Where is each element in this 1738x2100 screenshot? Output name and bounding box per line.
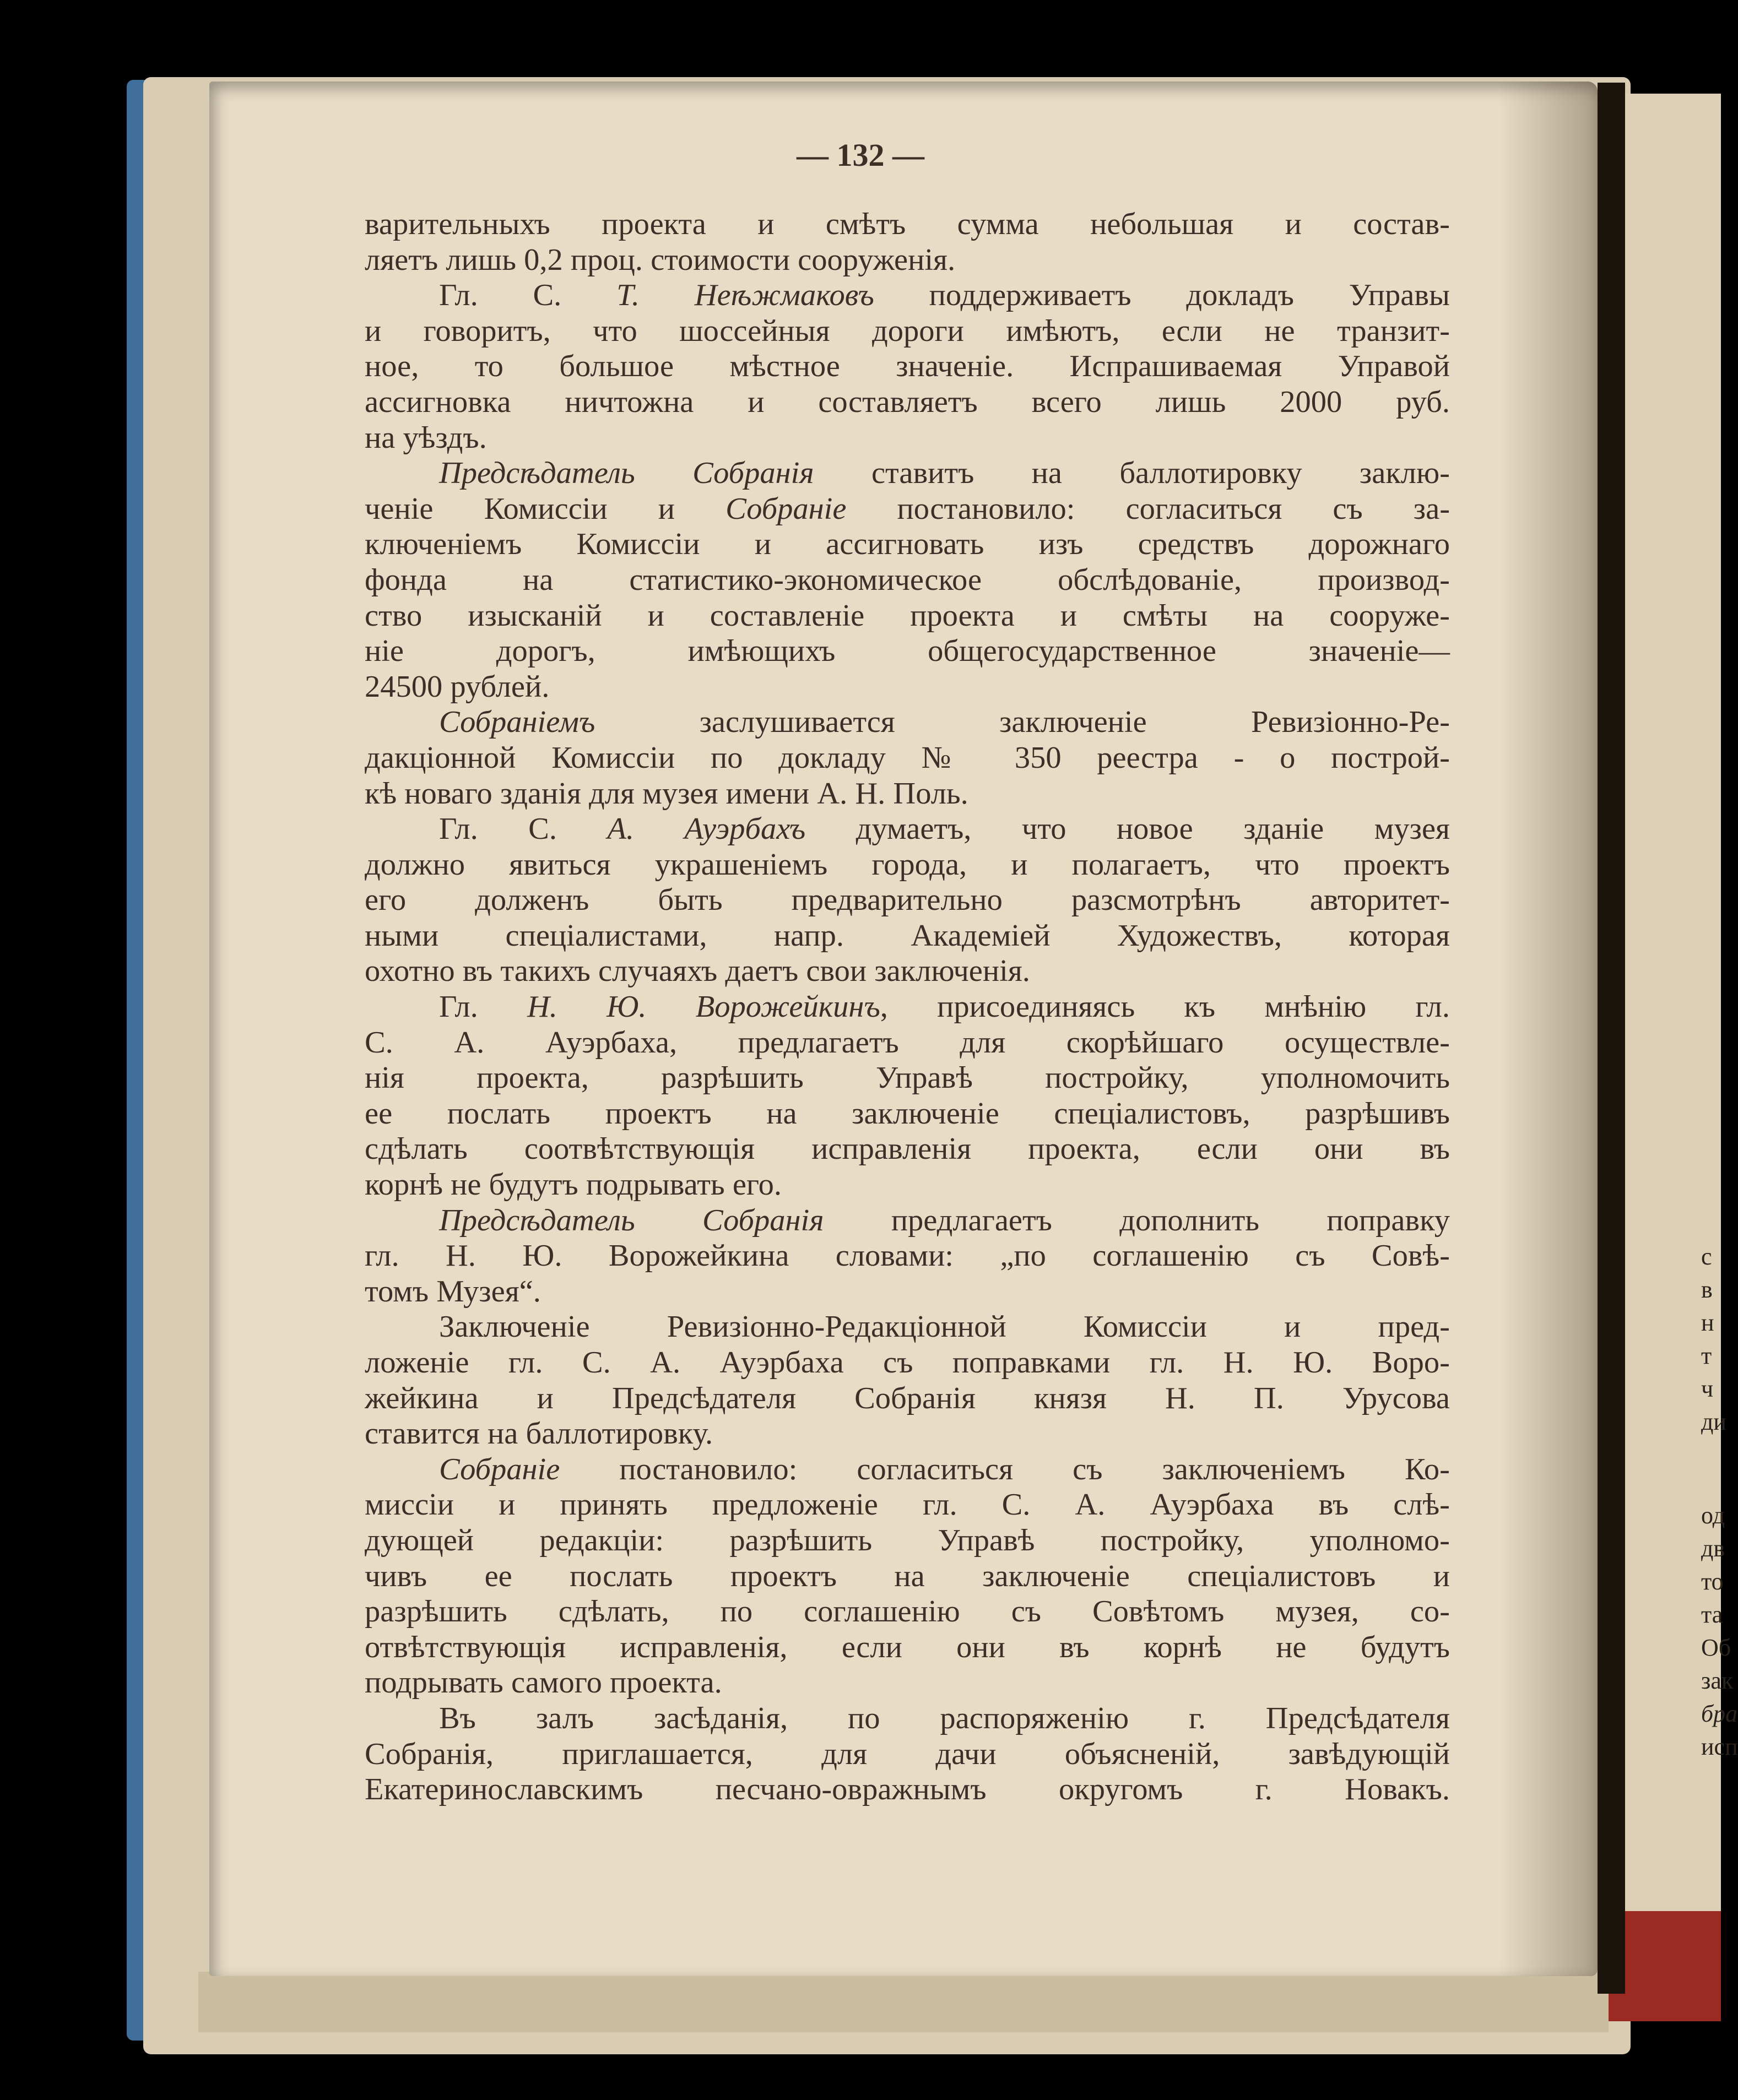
- text-line: должно явиться украшеніемъ города, и полагаетъ, что проектъ: [365, 847, 1450, 882]
- adjacent-page-fragment: ди: [1701, 1408, 1726, 1435]
- text-line: подрывать самого проекта.: [365, 1665, 722, 1700]
- adjacent-page-fragment: бра: [1701, 1700, 1738, 1727]
- text-line: жейкина и Предсѣдателя Собранія князя Н. П. Урусова: [365, 1381, 1450, 1415]
- text-line: и говоритъ, что шоссейныя дороги имѣютъ, если не транзит-: [365, 313, 1450, 348]
- text-line: Собранія, приглашается, для дачи объясненій, завѣдующій: [365, 1737, 1450, 1771]
- text-line: Гл. С. Т. Неѣжмаковъ поддерживаетъ докладъ Управы: [439, 278, 1450, 313]
- text-line: Гл. С. А. Ауэрбахъ думаетъ, что новое зданіе музея: [439, 812, 1450, 846]
- book-gutter: [1598, 83, 1625, 1994]
- text-line: ассигновка ничтожна и составляетъ всего лишь 2000 руб.: [365, 384, 1450, 419]
- text-line: варительныхъ проекта и смѣтъ сумма небольшая и состав-: [365, 207, 1450, 241]
- page-number: — 132 —: [797, 137, 924, 173]
- text-line: миссіи и принять предложеніе гл. С. А. Ауэрбаха въ слѣ-: [365, 1488, 1450, 1522]
- text-line: Екатеринославскимъ песчано-овражнымъ округомъ г. Новакъ.: [365, 1772, 1450, 1807]
- text-line: гл. Н. Ю. Ворожейкина словами: „по соглашенію съ Совѣ-: [365, 1239, 1450, 1273]
- italic-name: Предсѣдатель Собранія: [439, 1203, 824, 1238]
- text-line: ложеніе гл. С. А. Ауэрбаха съ поправками гл. Н. Ю. Воро-: [365, 1345, 1450, 1380]
- adjacent-page-fragment: зак: [1701, 1667, 1734, 1694]
- text-line: дакціонной Комиссіи по докладу № 350 реестра - о построй-: [365, 740, 1450, 775]
- text-line: чивъ ее послать проектъ на заключеніе спеціалистовъ и: [365, 1559, 1450, 1593]
- text-line: нія проекта, разрѣшить Управѣ постройку, уполномочить: [365, 1061, 1450, 1095]
- text-line: его долженъ быть предварительно разсмотрѣнъ авторитет-: [365, 883, 1450, 918]
- italic-name: А. Ауэрбахъ: [607, 812, 806, 846]
- text-line: дующей редакціи: разрѣшить Управѣ постройку, уполномо-: [365, 1523, 1450, 1558]
- italic-name: Т. Неѣжмаковъ: [616, 278, 874, 313]
- adjacent-page-fragment: ч: [1701, 1375, 1714, 1402]
- italic-name: Предсѣдатель Собранія: [439, 456, 814, 491]
- text-line: Въ залъ засѣданія, по распоряженію г. Предсѣдателя: [439, 1701, 1450, 1735]
- adjacent-page-fragment: исп: [1701, 1733, 1738, 1760]
- text-line: ее послать проектъ на заключеніе спеціалистовъ, разрѣшивъ: [365, 1096, 1450, 1131]
- text-line: охотно въ такихъ случаяхъ даетъ свои заключенія.: [365, 954, 1030, 989]
- adjacent-page-fragment: то: [1701, 1568, 1724, 1595]
- text-line: ставится на баллотировку.: [365, 1417, 713, 1451]
- adjacent-page-fragment: та: [1701, 1601, 1723, 1628]
- italic-name: Н. Ю. Ворожейкинъ: [527, 990, 880, 1024]
- text-line: ніе дорогъ, имѣющихъ общегосударственное значеніе—: [365, 634, 1450, 669]
- text-line: Предсѣдатель Собранія предлагаетъ дополнить поправку: [439, 1203, 1450, 1238]
- text-line: Собраніе постановило: согласиться съ заключеніемъ Ко-: [439, 1452, 1450, 1486]
- text-line: ство изысканій и составленіе проекта и смѣты на сооруже-: [365, 598, 1450, 633]
- text-line: разрѣшить сдѣлать, по соглашенію съ Совѣтомъ музея, со-: [365, 1594, 1450, 1629]
- text-line: 24500 рублей.: [365, 669, 550, 704]
- page-shadow: [1498, 82, 1598, 1976]
- text-line: Собраніемъ заслушивается заключеніе Ревизіонно-Ре-: [439, 705, 1450, 740]
- page-body-text: [365, 207, 1450, 1808]
- adjacent-page-fragment: т: [1701, 1342, 1712, 1369]
- text-line: на уѣздъ.: [365, 420, 487, 455]
- adjacent-page-fragment: в: [1701, 1276, 1713, 1303]
- text-line: томъ Музея“.: [365, 1274, 541, 1309]
- text-line: ляетъ лишь 0,2 проц. стоимости сооруженія.: [365, 242, 956, 277]
- adjacent-page-fragment: с: [1701, 1243, 1712, 1270]
- adjacent-page-fragment: н: [1701, 1309, 1714, 1336]
- text-line: С. А. Ауэрбаха, предлагаетъ для скорѣйшаго осуществле-: [365, 1025, 1450, 1060]
- page-bottom-edge: [198, 1972, 1609, 2032]
- adjacent-page-fragment: од: [1701, 1502, 1725, 1529]
- text-line: ными спеціалистами, напр. Академіей Художествъ, которая: [365, 918, 1450, 953]
- text-line: отвѣтствующія исправленія, если они въ корнѣ не будутъ: [365, 1630, 1450, 1664]
- text-line: кѣ новаго зданія для музея имени А. Н. Поль.: [365, 776, 968, 811]
- adjacent-page-fragment: Об: [1701, 1634, 1731, 1661]
- italic-name: Собраніе: [725, 491, 847, 526]
- italic-name: Собраніе: [439, 1452, 560, 1486]
- text-line: ключеніемъ Комиссіи и ассигновать изъ средствъ дорожнаго: [365, 527, 1450, 562]
- text-line: Заключеніе Ревизіонно-Редакціонной Комиссіи и пред-: [439, 1310, 1450, 1344]
- adjacent-page-fragment: дв: [1701, 1535, 1725, 1562]
- italic-name: Собраніемъ: [439, 705, 595, 740]
- text-line: ченіе Комиссіи и Собраніе постановило: согласиться съ за-: [365, 491, 1450, 526]
- text-line: ное, то большое мѣстное значеніе. Испрашиваемая Управой: [365, 349, 1450, 384]
- text-line: сдѣлать соотвѣтствующія исправленія проекта, если они въ: [365, 1132, 1450, 1166]
- text-line: фонда на статистико-экономическое обслѣдованіе, производ-: [365, 562, 1450, 597]
- text-line: Гл. Н. Ю. Ворожейкинъ, присоединяясь къ мнѣнію гл.: [439, 990, 1450, 1024]
- text-line: Предсѣдатель Собранія ставитъ на баллотировку заклю-: [439, 456, 1450, 491]
- book-spine-red: [1609, 1911, 1721, 2021]
- text-line: корнѣ не будутъ подрывать его.: [365, 1168, 782, 1202]
